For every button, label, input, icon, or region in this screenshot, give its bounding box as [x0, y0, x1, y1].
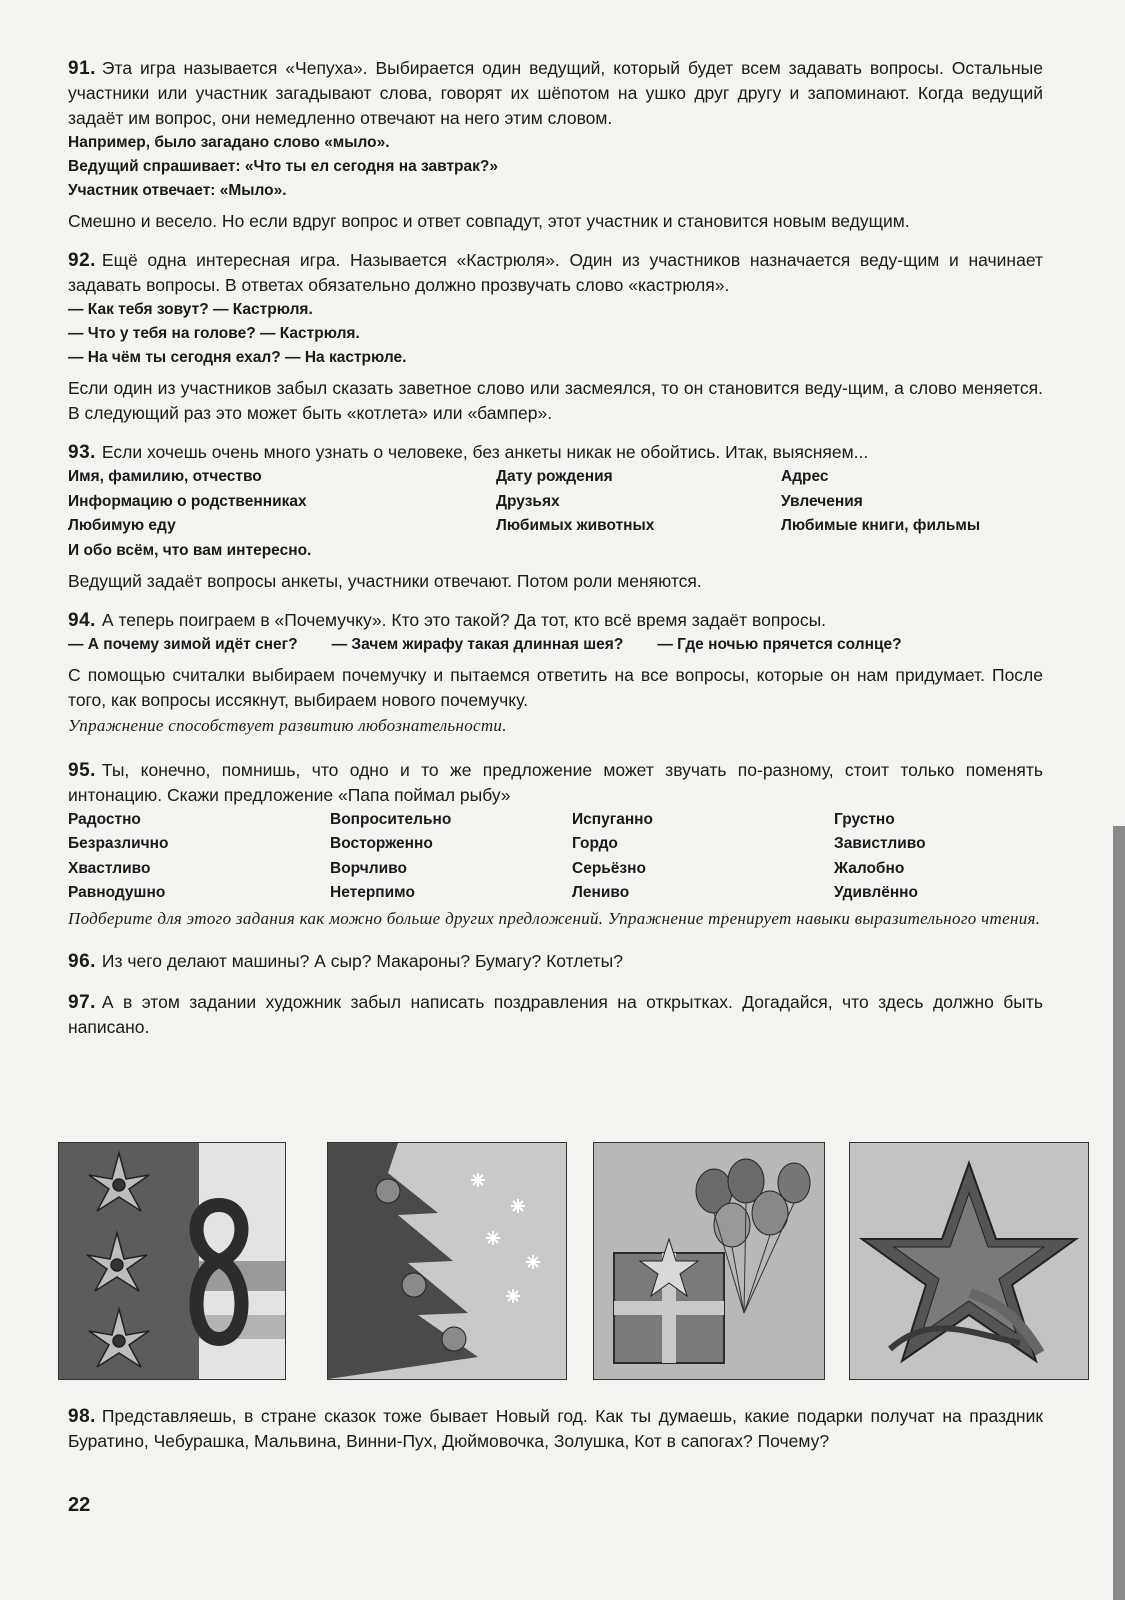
birthday-gift-card-art	[594, 1143, 824, 1379]
intonation-item: Хвастливо	[68, 859, 151, 877]
scan-edge	[1113, 826, 1125, 1600]
christmas-tree-card-icon	[327, 1142, 567, 1380]
questionnaire-item: Имя, фамилию, отчество	[68, 468, 262, 485]
exercise-number: 95.	[68, 759, 96, 781]
example-line: Участник отвечает: «Мыло».	[68, 182, 287, 199]
exercise-96-text: 96. Из чего делают машины? А сыр? Макароны? Бумагу? Котлеты?	[68, 950, 623, 972]
intonation-item: Серьёзно	[572, 859, 646, 877]
example-line: Например, было загадано слово «мыло».	[68, 134, 390, 151]
question: — Зачем жирафу такая длинная шея?	[331, 635, 624, 653]
march-8-card-art	[59, 1143, 285, 1379]
intonation-item: Грустно	[834, 810, 895, 828]
questionnaire-item: Любимых животных	[496, 517, 655, 534]
intonation-item: Лениво	[572, 884, 630, 901]
questionnaire-item: Друзьях	[496, 492, 560, 510]
exercise-97	[68, 990, 1043, 1040]
questionnaire-extra: И обо всём, что вам интересно.	[68, 541, 312, 559]
exercise-number: 94.	[68, 609, 96, 631]
exercise-number: 96.	[68, 950, 96, 972]
questionnaire-item: Информацию о родственниках	[68, 492, 307, 510]
exercise-95-text: 95. Ты, конечно, помнишь, что одно и то же предложение может звучать по-разному, стоит только поменять интонацию. Скажи предложение «Папа поймал рыбу»	[68, 759, 1043, 805]
intonation-item: Равнодушно	[68, 884, 166, 901]
exercise-93	[68, 440, 1043, 594]
exercise-94	[68, 608, 1043, 738]
victory-star-card-art	[850, 1143, 1088, 1379]
dialogue-line: — Что у тебя на голове? — Кастрюля.	[68, 325, 360, 342]
intonation-item: Жалобно	[834, 859, 905, 877]
exercise-92	[68, 248, 1043, 426]
intonation-item: Радостно	[68, 810, 141, 828]
intonation-grid	[68, 808, 1043, 906]
exercise-number: 97.	[68, 991, 96, 1013]
exercise-number: 98.	[68, 1406, 96, 1427]
exercise-number: 92.	[68, 250, 96, 271]
page-content	[68, 56, 1043, 1054]
exercise-number: 93.	[68, 442, 96, 463]
question-row	[68, 633, 1043, 657]
victory-star-card-icon	[849, 1142, 1089, 1380]
exercise-93-text: 93. Если хочешь очень много узнать о человеке, без анкеты никак не обойтись. Итак, выясняем...	[68, 442, 869, 463]
intonation-item: Испуганно	[572, 810, 654, 828]
dialogue-line: — На чём ты сегодня ехал? — На кастрюле.	[68, 349, 407, 366]
exercise-93-after: Ведущий задаёт вопросы анкеты, участники отвечают. Потом роли меняются.	[68, 570, 702, 591]
exercise-91-after: Смешно и весело. Но если вдруг вопрос и ответ совпадут, этот участник и становится новым ведущим.	[68, 211, 910, 231]
question: — Где ночью прячется солнце?	[657, 635, 902, 653]
exercise-94-after: С помощью считалки выбираем почемучку и пытаемся ответить на все вопросы, которые он нам придумает. После того, как вопросы иссякнут, выбираем нового почемучку.	[68, 664, 1043, 710]
intonation-item: Гордо	[572, 835, 618, 852]
intonation-item: Восторженно	[330, 835, 433, 852]
exercise-92-after: Если один из участников забыл сказать заветное слово или засмеялся, то он становится веду-щим, а слово меняется. В следующий раз это может быть «котлета» или «бампер».	[68, 378, 1043, 423]
page-number: 22	[68, 1494, 91, 1516]
questionnaire-item: Увлечения	[781, 492, 863, 510]
exercise-91	[68, 56, 1043, 234]
exercise-96	[68, 949, 1043, 974]
intonation-item: Вопросительно	[330, 810, 452, 828]
teacher-note: Подберите для этого задания как можно больше других предложений. Упражнение тренирует навыки выразительного чтения.	[68, 908, 1041, 928]
exercise-94-text: 94. А теперь поиграем в «Почемучку». Кто это такой? Да тот, кто всё время задаёт вопросы.	[68, 609, 827, 631]
birthday-gift-card-icon	[593, 1142, 825, 1380]
intonation-item: Нетерпимо	[330, 884, 415, 901]
exercise-97-text: 97. А в этом задании художник забыл написать поздравления на открытках. Догадайся, что здесь должно быть написано.	[68, 991, 1043, 1037]
intonation-item: Ворчливо	[330, 859, 407, 877]
intonation-item: Удивлённо	[834, 884, 919, 901]
christmas-tree-card-art	[328, 1143, 566, 1379]
exercise-92-text: 92. Ещё одна интересная игра. Называется «Кастрюля». Один из участников назначается веду-щим и начинает задавать вопросы. В ответах обязательно должно прозвучать слово «кастрюля».	[68, 250, 1043, 295]
exercise-95	[68, 758, 1043, 931]
questionnaire-item: Дату рождения	[496, 468, 613, 485]
intonation-item: Безразлично	[68, 835, 169, 852]
greeting-cards	[58, 1136, 1092, 1383]
exercise-91-text: 91. Эта игра называется «Чепуха». Выбирается один ведущий, который будет всем задавать вопросы. Остальные участники или участник загадывают слова, говорят их шёпотом на ушко друг другу и запоминают. Когда ведущий задаёт им вопрос, они немедленно отвечают на него этим словом.	[68, 58, 1043, 128]
march-8-card-icon	[58, 1142, 286, 1380]
dialogue-line: — Как тебя зовут? — Кастрюля.	[68, 301, 313, 318]
intonation-item: Завистливо	[834, 835, 926, 852]
exercise-98	[68, 1404, 1043, 1454]
exercise-number: 91.	[68, 58, 96, 79]
questionnaire-item: Адрес	[781, 468, 829, 485]
questionnaire-grid	[68, 465, 1043, 539]
exercise-98-text: 98. Представляешь, в стране сказок тоже бывает Новый год. Как ты думаешь, какие подарки получат на праздник Буратино, Чебурашка, Мальвина, Винни-Пух, Дюймовочка, Золушка, Кот в сапогах? Почему?	[68, 1406, 1043, 1451]
example-line: Ведущий спрашивает: «Что ты ел сегодня на завтрак?»	[68, 158, 498, 175]
questionnaire-item: Любимую еду	[68, 517, 176, 534]
teacher-note: Упражнение способствует развитию любознательности.	[68, 715, 507, 735]
questionnaire-item: Любимые книги, фильмы	[781, 517, 981, 534]
question: — А почему зимой идёт снег?	[68, 635, 298, 653]
